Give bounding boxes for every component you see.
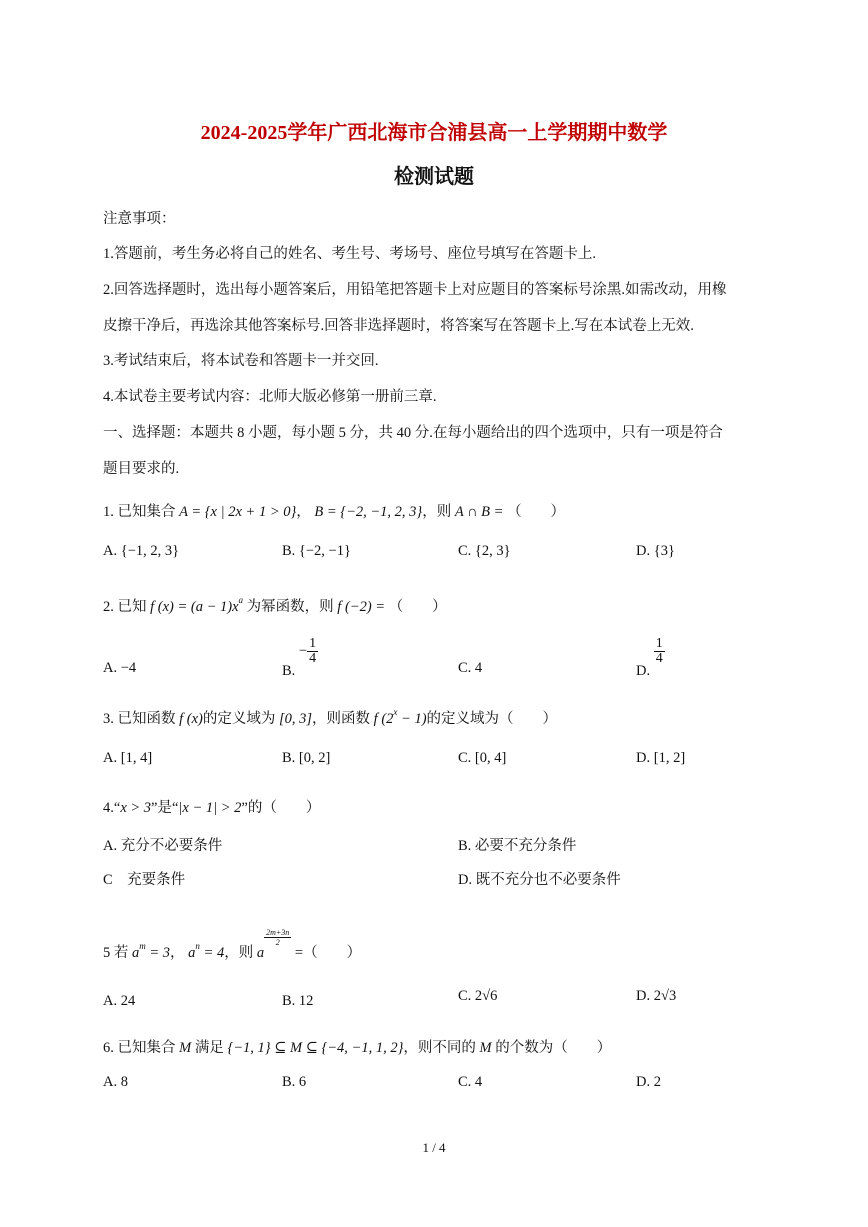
q3-composite: f $(2^x - 1)$ (373, 707, 427, 727)
question-5: 5 若 $a^m = 3$， $a^n = 4$，则 a $\frac{2m+3n}{2}$ =（ ） (103, 928, 362, 961)
q6-option-c: C. 4 (458, 1074, 483, 1090)
q3-option-d: D. [1, 2] (636, 750, 686, 766)
q3-function: f (x) (179, 711, 203, 727)
q1-pre: 已知集合 (117, 504, 176, 520)
question-6: 6. 已知集合 M 满足 {−1, 1} ⊆ M ⊆ {−4, −1, 1, 2}，则不同的 M 的个数为（ ） (103, 1040, 612, 1056)
q5-option-b: B. 12 (282, 993, 314, 1009)
q1-set-b: B = {−2, −1, 2, 3} (314, 504, 423, 520)
q3-option-b: B. [0, 2] (282, 750, 331, 766)
notice-item-2b: 皮擦干净后，再选涂其他答案标号.回答非选择题时，将答案写在答题卡上.写在本试卷上无效. (103, 318, 694, 334)
page-number: 1 / 4 (422, 1140, 446, 1155)
q4-option-a: A. 充分不必要条件 (103, 838, 223, 854)
exam-title-line1: 2024-2025学年广西北海市合浦县高一上学期期中数学 (200, 122, 668, 144)
notice-item-3: 3.考试结束后，将本试卷和答题卡一并交回. (103, 353, 379, 369)
q3-domain: [0, 3] (279, 711, 313, 727)
q2-option-d: D. $\frac{1}{4}$ (636, 636, 663, 679)
notice-item-1: 1.答题前，考生务必将自己的姓名、考生号、考场号、座位号填写在答题卡上. (103, 246, 596, 262)
q2-mid: 为幂函数，则 (246, 599, 334, 615)
q5-expression: a $\frac{2m+3n}{2}$ (256, 928, 290, 961)
q6-option-d: D. 2 (636, 1074, 661, 1090)
notice-item-4: 4.本试卷主要考试内容：北师大版必修第一册前三章. (103, 389, 437, 405)
q1-mid: ，则 (422, 504, 452, 520)
section-heading-line2: 题目要求的. (103, 461, 180, 477)
q2-number: 2. (103, 599, 114, 615)
q4-option-c: C 充要条件 (103, 872, 186, 888)
q1-option-d: D. {3} (636, 543, 675, 559)
question-4: 4.“x > 3”是“|x − 1| > 2”的（ ） (103, 800, 321, 816)
q1-sep: ， (296, 504, 311, 520)
notice-heading: 注意事项： (103, 211, 176, 227)
q5-option-a: A. 24 (103, 993, 136, 1009)
q4-condition-2: |x − 1| > 2 (178, 800, 242, 816)
q2-expression: f (−2) = (337, 599, 386, 615)
q6-expression: {−1, 1} ⊆ M ⊆ {−4, −1, 1, 2} (227, 1040, 404, 1056)
q2-function: f $(x) = (a - 1)x^a$ (150, 595, 244, 615)
q2-blank: （ ） (388, 599, 447, 615)
q6-option-b: B. 6 (282, 1074, 307, 1090)
q2-option-a: A. −4 (103, 660, 137, 676)
q4-option-b: B. 必要不充分条件 (458, 838, 577, 854)
q2-pre: 已知 (117, 599, 147, 615)
exam-title-line2: 检测试题 (394, 166, 474, 188)
q4-option-d: D. 既不充分也不必要条件 (458, 872, 621, 888)
q5-option-c: C. 2√6 (458, 988, 498, 1004)
q5-option-d: D. 2√3 (636, 988, 677, 1004)
q1-option-c: C. {2, 3} (458, 543, 511, 559)
q1-option-b: B. {−2, −1} (282, 543, 351, 559)
q1-expression: A ∩ B = (454, 504, 504, 520)
q6-option-a: A. 8 (103, 1074, 128, 1090)
question-2 (103, 595, 447, 616)
notice-item-2a: 2.回答选择题时，选出每小题答案后，用铅笔把答题卡上对应题目的答案标号涂黑.如需改动，用橡 (103, 282, 727, 298)
q1-option-a: A. {−1, 2, 3} (103, 543, 180, 559)
q2-option-b: B. − $\frac{1}{4}$ (282, 636, 317, 679)
q3-option-c: C. [0, 4] (458, 750, 507, 766)
q2-option-c: C. 4 (458, 660, 483, 676)
section-heading-line1: 一、选择题：本题共 8 小题，每小题 5 分，共 40 分.在每小题给出的四个选项中，只有一项是符合 (103, 425, 723, 441)
q1-number: 1. (103, 504, 114, 520)
question-1 (103, 500, 565, 521)
q3-option-a: A. [1, 4] (103, 750, 153, 766)
question-3: 3. 已知函数 f (x)的定义域为 [0, 3]，则函数 f $(2^x - 1)$的定义域为（ ） (103, 707, 558, 727)
q1-blank: （ ） (507, 504, 566, 520)
q1-set-a: A = {x | 2x + 1 > 0} (179, 504, 297, 520)
q4-condition-1: x > 3 (120, 800, 152, 816)
